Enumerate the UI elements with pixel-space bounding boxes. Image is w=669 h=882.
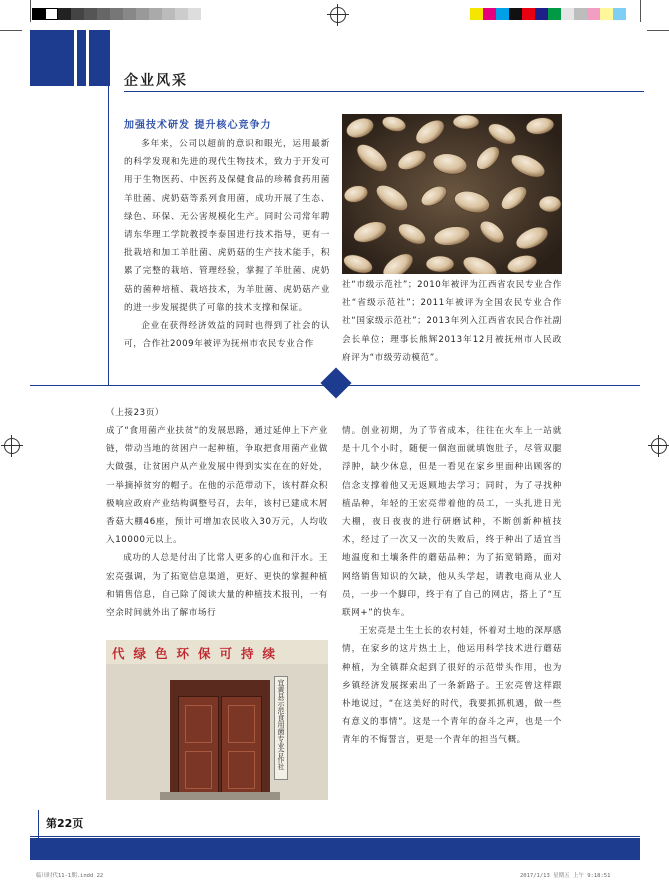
color-registration-bar (470, 8, 626, 20)
divider-diamond (320, 367, 351, 398)
mushroom-photo (342, 114, 562, 274)
grayscale-registration-bar (32, 8, 201, 20)
continued-paragraph: 成了“食用菌产业扶贫”的发展思路，通过延伸上下产业链，带动当地的贫困户一起种植，争取把食用菌产业做大做强，让贫困户从产业发展中得到实实在在的好处，一举摘掉贫穷的帽子。在他的示范带动下，该村群众积极响应政府产业结构调整号召，去年，该村已建成木屑香菇大棚46座，预计可增加农民收入30万元，人均收入10000元以上。 (106, 426, 328, 546)
door-right-leaf (221, 696, 262, 800)
side-rule (108, 86, 109, 386)
crop-line (647, 30, 669, 31)
page-number: 第22页 (46, 817, 84, 830)
print-slug-left: 临川时代11-1期.indd 22 (36, 873, 104, 879)
door-plaque: 宜黄县示范食用菌专业合作社 (274, 676, 288, 780)
article-paragraph: 社“市级示范社”；2010年被评为江西省农民专业合作社“省级示范社”；2011年被评为全国农民专业合作社“国家级示范社”；2013年列入江西省农民合作社副会长单位；理事长熊辉2013年12月被抚州市人民政府评为“市级劳动模范”。 (342, 280, 562, 363)
article-heading: 加强技术研发 提升核心竞争力 (124, 120, 272, 131)
crop-line (0, 30, 22, 31)
section-title: 企业风采 (124, 73, 188, 89)
door-photo-banner-text: 代绿色环保可持续 (112, 646, 285, 661)
door-step (160, 792, 280, 800)
section-color-block (30, 30, 110, 86)
door-left-leaf (178, 696, 219, 800)
continued-paragraph: 成功的人总是付出了比常人更多的心血和汗水。王宏亮强调，为了拓宽信息渠道，更好、更快的掌握种植和销售信息，自己除了阅读大量的种植技术报刊，一有空余时间就外出了解市场行 (106, 553, 328, 619)
footer-band (30, 838, 640, 860)
article-paragraph: 多年来，公司以超前的意识和眼光，运用最新的科学发现和先进的现代生物技术，致力于开发可用于生物医药、中医药及保健食品的珍稀食药用菌羊肚菌、虎奶菇等系列食用菌，成功开展了生态、绿色、环保、无公害规模化生产。同时公司常年聘请东华理工学院教授李泰国进行技术指导，更有一批栽培和加工羊肚菌、虎奶菇的生产技术能手，积累了完整的栽培、管理经验，掌握了羊肚菌、虎奶菇的菌种培植、栽培技术，为羊肚菌、虎奶菇产业的进一步发展提供了可靠的技术支撑和保证。 (124, 139, 330, 313)
crop-line (640, 0, 641, 22)
registration-mark-left (4, 438, 20, 454)
continued-paragraph: 情。创业初期，为了节省成本，往往在火车上一站就是十几个小时，随便一個泡面就填饱肚子，尽管双腿浮肿，缺少休息，但是一看见在家乡里面种出顾客的信念支撑着他又无返顾地去学习；同时，为了寻找种植品种，年轻的王宏亮带着他的员工，一头扎进日光大棚，夜日夜夜的进行研磨试种，不断创新种植技术，经过了一次又一次的失败后，终于种出了适宜当地温度和土壤条件的蘑菇品种；为了拓宽销路，面对网络销售知识的欠缺，他从头学起，请教电商从业人员，一步一个脚印，终于有了自己的网店，搭上了“互联网+”的快车。 (342, 426, 562, 619)
footer-rule (30, 836, 640, 837)
door-photo (106, 640, 328, 800)
mushroom-photo-image (342, 114, 562, 274)
continued-right-column (342, 422, 562, 750)
article-right-column (342, 276, 562, 367)
continued-paragraph: 王宏亮是土生土长的农村娃，怀着对土地的深厚感情，在家乡的这片热土上，他运用科学技术进行蘑菇种植，为全镇群众起到了很好的示范带头作用，也为乡镇经济发展探索出了一条新路子。王宏亮曾这样跟朴地说过，“在这美好的时代，我要抓抓机遇，做一些有意义的事情”。这是一个青年的奋斗之声，也是一个青年的不悔誓言，更是一个青年的担当气概。 (342, 626, 562, 746)
article-paragraph: 企业在获得经济效益的同时也得到了社会的认可，合作社2009年被评为抚州市农民专业合作 (124, 321, 330, 350)
crop-line (30, 0, 31, 22)
article-left-column (124, 135, 330, 353)
continued-left-column (106, 422, 328, 622)
continued-label: （上接23页） (106, 408, 165, 418)
registration-mark-right (651, 438, 667, 454)
title-rule (124, 91, 644, 92)
registration-mark-top (330, 7, 346, 23)
print-slug-right: 2017/1/13 星期五 上午 9:18:51 (520, 873, 611, 879)
